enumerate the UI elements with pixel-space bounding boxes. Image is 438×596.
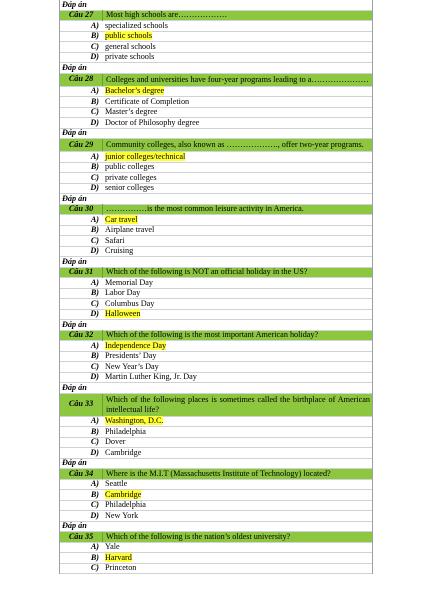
option-text: Presidents’ Day bbox=[105, 351, 157, 360]
option-letter: B) bbox=[90, 489, 99, 499]
option-row bbox=[60, 236, 372, 247]
correct-answer-text: Washington, D.C. bbox=[105, 416, 164, 425]
option-row bbox=[60, 543, 372, 554]
option-letter: C) bbox=[90, 172, 99, 182]
option-text: public colleges bbox=[105, 162, 155, 171]
option-letter: A) bbox=[90, 277, 99, 287]
question-text: ……………is the most common leisure activity in America. bbox=[102, 204, 372, 215]
option-row bbox=[60, 152, 372, 163]
option-text: Columbus Day bbox=[105, 298, 155, 308]
answer-header-row bbox=[60, 0, 372, 11]
question-number: Câu 31 bbox=[68, 267, 94, 276]
option-text: Yale bbox=[105, 542, 120, 551]
option-letter: A) bbox=[90, 151, 99, 161]
answer-header-label: Đáp án bbox=[62, 256, 87, 266]
option-text: general schools bbox=[105, 41, 156, 51]
option-cell bbox=[102, 351, 372, 362]
option-text: Martin Luther King, Jr. Day bbox=[105, 372, 197, 381]
option-cell bbox=[102, 299, 372, 310]
option-cell bbox=[102, 563, 372, 574]
option-row bbox=[60, 373, 372, 384]
question-row bbox=[60, 331, 372, 342]
option-letter: C) bbox=[90, 235, 99, 245]
question-text: Community colleges, also known as ………………., offer two-year programs. bbox=[102, 139, 372, 151]
option-text: Dover bbox=[105, 437, 126, 446]
question-row bbox=[60, 11, 372, 22]
answer-header-label: Đáp án bbox=[62, 193, 87, 203]
question-number: Câu 32 bbox=[68, 330, 94, 339]
option-letter: C) bbox=[90, 361, 99, 371]
option-cell bbox=[102, 416, 372, 427]
question-text: Colleges and universities have four-year programs leading to a………………… bbox=[102, 74, 372, 86]
answer-header-row bbox=[60, 383, 372, 394]
option-row bbox=[60, 289, 372, 300]
option-letter: D) bbox=[90, 447, 99, 457]
answer-header-label: Đáp án bbox=[62, 128, 87, 137]
question-number: Câu 35 bbox=[68, 531, 94, 541]
question-text: Which of the following is the nation’s oldest university? bbox=[102, 532, 372, 543]
option-letter: A) bbox=[90, 20, 99, 30]
option-letter: A) bbox=[90, 542, 99, 551]
option-letter: B) bbox=[90, 96, 99, 106]
question-number: Câu 28 bbox=[68, 74, 94, 84]
option-cell bbox=[102, 107, 372, 118]
option-letter: D) bbox=[90, 52, 99, 61]
option-cell bbox=[102, 86, 372, 97]
correct-answer-text: Car travel bbox=[105, 214, 138, 224]
option-cell bbox=[102, 42, 372, 53]
option-text: Seattle bbox=[105, 479, 128, 488]
option-cell bbox=[102, 173, 372, 184]
option-row bbox=[60, 352, 372, 363]
option-cell bbox=[102, 21, 372, 32]
option-row bbox=[60, 173, 372, 184]
option-letter: D) bbox=[90, 372, 99, 381]
option-row bbox=[60, 215, 372, 226]
answer-header-row bbox=[60, 522, 372, 533]
option-letter: A) bbox=[90, 214, 99, 224]
option-row bbox=[60, 480, 372, 491]
option-letter: D) bbox=[90, 117, 99, 127]
option-row bbox=[60, 53, 372, 64]
option-cell bbox=[102, 479, 372, 490]
option-letter: B) bbox=[90, 225, 99, 234]
option-letter: B) bbox=[90, 31, 99, 40]
option-row bbox=[60, 226, 372, 237]
option-text: Safari bbox=[105, 235, 125, 245]
option-text: Master’s degree bbox=[105, 107, 158, 116]
option-letter: B) bbox=[90, 552, 99, 562]
option-row bbox=[60, 87, 372, 98]
option-row bbox=[60, 163, 372, 174]
option-row bbox=[60, 97, 372, 108]
option-cell bbox=[102, 246, 372, 257]
option-row bbox=[60, 184, 372, 195]
option-cell bbox=[102, 448, 372, 459]
question-number: Câu 30 bbox=[68, 204, 94, 213]
option-row bbox=[60, 448, 372, 459]
option-cell bbox=[102, 183, 372, 194]
question-number: Câu 34 bbox=[68, 468, 94, 478]
answer-header-row bbox=[60, 194, 372, 205]
option-cell bbox=[102, 542, 372, 553]
option-letter: C) bbox=[90, 298, 99, 308]
option-row bbox=[60, 310, 372, 321]
option-row bbox=[60, 417, 372, 428]
option-row bbox=[60, 299, 372, 310]
option-text: Airplane travel bbox=[105, 225, 155, 234]
answer-header-row bbox=[60, 129, 372, 140]
option-cell bbox=[102, 427, 372, 438]
option-row bbox=[60, 118, 372, 129]
question-number: Câu 33 bbox=[68, 399, 94, 409]
option-cell bbox=[102, 52, 372, 63]
option-cell bbox=[102, 511, 372, 522]
option-text: Philadelphia bbox=[105, 500, 146, 509]
answer-header-label: Đáp án bbox=[62, 521, 87, 530]
option-text: senior colleges bbox=[105, 183, 154, 192]
answer-header-label: Đáp án bbox=[62, 382, 87, 392]
question-row bbox=[60, 394, 372, 417]
correct-answer-text: Harvard bbox=[105, 552, 132, 562]
option-text: Doctor of Philosophy degree bbox=[105, 117, 200, 127]
option-row bbox=[60, 501, 372, 512]
correct-answer-text: Halloween bbox=[105, 309, 141, 318]
option-letter: C) bbox=[90, 500, 99, 509]
question-number: Câu 29 bbox=[68, 139, 94, 149]
question-text: Most high schools are……………… bbox=[102, 10, 372, 21]
option-letter: B) bbox=[90, 288, 99, 297]
option-text: New Year’s Day bbox=[105, 361, 159, 371]
answer-header-label: Đáp án bbox=[62, 62, 87, 72]
option-cell bbox=[102, 362, 372, 373]
option-letter: D) bbox=[90, 510, 99, 520]
question-number: Câu 27 bbox=[68, 10, 94, 19]
option-row bbox=[60, 42, 372, 53]
option-row bbox=[60, 21, 372, 32]
option-letter: C) bbox=[90, 563, 99, 572]
option-letter: A) bbox=[90, 479, 99, 488]
option-text: specialized schools bbox=[105, 20, 168, 30]
option-text: private colleges bbox=[105, 172, 157, 182]
question-text: Where is the M.I.T (Massachusetts Institute of Technology) located? bbox=[102, 469, 372, 480]
option-letter: A) bbox=[90, 340, 99, 350]
option-letter: D) bbox=[90, 309, 99, 318]
option-row bbox=[60, 108, 372, 119]
answer-header-row bbox=[60, 63, 372, 74]
question-row bbox=[60, 74, 372, 87]
question-row bbox=[60, 205, 372, 216]
quiz-table bbox=[59, 0, 373, 574]
question-text: Which of the following is NOT an official holiday in the US? bbox=[102, 267, 372, 278]
option-letter: B) bbox=[90, 426, 99, 436]
option-cell bbox=[102, 341, 372, 352]
correct-answer-text: Independence Day bbox=[105, 340, 167, 350]
option-cell bbox=[102, 278, 372, 289]
option-text: Philadelphia bbox=[105, 426, 146, 436]
option-text: Princeton bbox=[105, 563, 137, 572]
question-row bbox=[60, 139, 372, 152]
option-cell bbox=[102, 500, 372, 511]
option-cell bbox=[102, 31, 372, 42]
option-cell bbox=[102, 97, 372, 108]
correct-answer-text: junior colleges/technical bbox=[105, 151, 186, 161]
option-letter: C) bbox=[90, 41, 99, 51]
answer-header-label: Đáp án bbox=[62, 319, 87, 329]
question-row bbox=[60, 469, 372, 480]
question-row bbox=[60, 268, 372, 279]
option-text: Certificate of Completion bbox=[105, 96, 190, 106]
option-letter: B) bbox=[90, 351, 99, 360]
option-row bbox=[60, 553, 372, 564]
option-row bbox=[60, 341, 372, 352]
question-row bbox=[60, 532, 372, 543]
option-cell bbox=[102, 553, 372, 564]
option-cell bbox=[102, 162, 372, 173]
answer-header-row bbox=[60, 320, 372, 331]
correct-answer-text: Bachelor’s degree bbox=[105, 86, 165, 95]
option-text: Labor Day bbox=[105, 288, 141, 297]
answer-header-row bbox=[60, 257, 372, 268]
option-row bbox=[60, 247, 372, 258]
option-row bbox=[60, 427, 372, 438]
correct-answer-text: public schools bbox=[105, 31, 153, 40]
option-row bbox=[60, 278, 372, 289]
option-text: Memorial Day bbox=[105, 277, 153, 287]
question-text: Which of the following places is sometimes called the birthplace of American intellectual life? bbox=[102, 394, 372, 416]
answer-header-row bbox=[60, 459, 372, 470]
option-cell bbox=[102, 236, 372, 247]
option-letter: D) bbox=[90, 183, 99, 192]
answer-header-label: Đáp án bbox=[62, 458, 87, 467]
option-text: Cambridge bbox=[105, 447, 142, 457]
option-letter: A) bbox=[90, 86, 99, 95]
option-row bbox=[60, 511, 372, 522]
correct-answer-text: Cambridge bbox=[105, 489, 142, 499]
option-cell bbox=[102, 288, 372, 299]
option-row bbox=[60, 32, 372, 43]
option-cell bbox=[102, 215, 372, 226]
option-letter: A) bbox=[90, 416, 99, 425]
option-cell bbox=[102, 490, 372, 501]
option-cell bbox=[102, 118, 372, 129]
option-text: private schools bbox=[105, 52, 155, 61]
question-text: Which of the following is the most important American holiday? bbox=[102, 330, 372, 341]
option-letter: C) bbox=[90, 107, 99, 116]
answer-header-label: Đáp án bbox=[62, 0, 87, 9]
option-row bbox=[60, 564, 372, 575]
option-row bbox=[60, 438, 372, 449]
option-text: New York bbox=[105, 510, 139, 520]
option-cell bbox=[102, 152, 372, 163]
option-text: Cruising bbox=[105, 246, 134, 255]
option-row bbox=[60, 490, 372, 501]
option-letter: C) bbox=[90, 437, 99, 446]
option-letter: B) bbox=[90, 162, 99, 171]
option-cell bbox=[102, 225, 372, 236]
option-letter: D) bbox=[90, 246, 99, 255]
option-row bbox=[60, 362, 372, 373]
option-cell bbox=[102, 372, 372, 383]
option-cell bbox=[102, 437, 372, 448]
option-cell bbox=[102, 309, 372, 320]
